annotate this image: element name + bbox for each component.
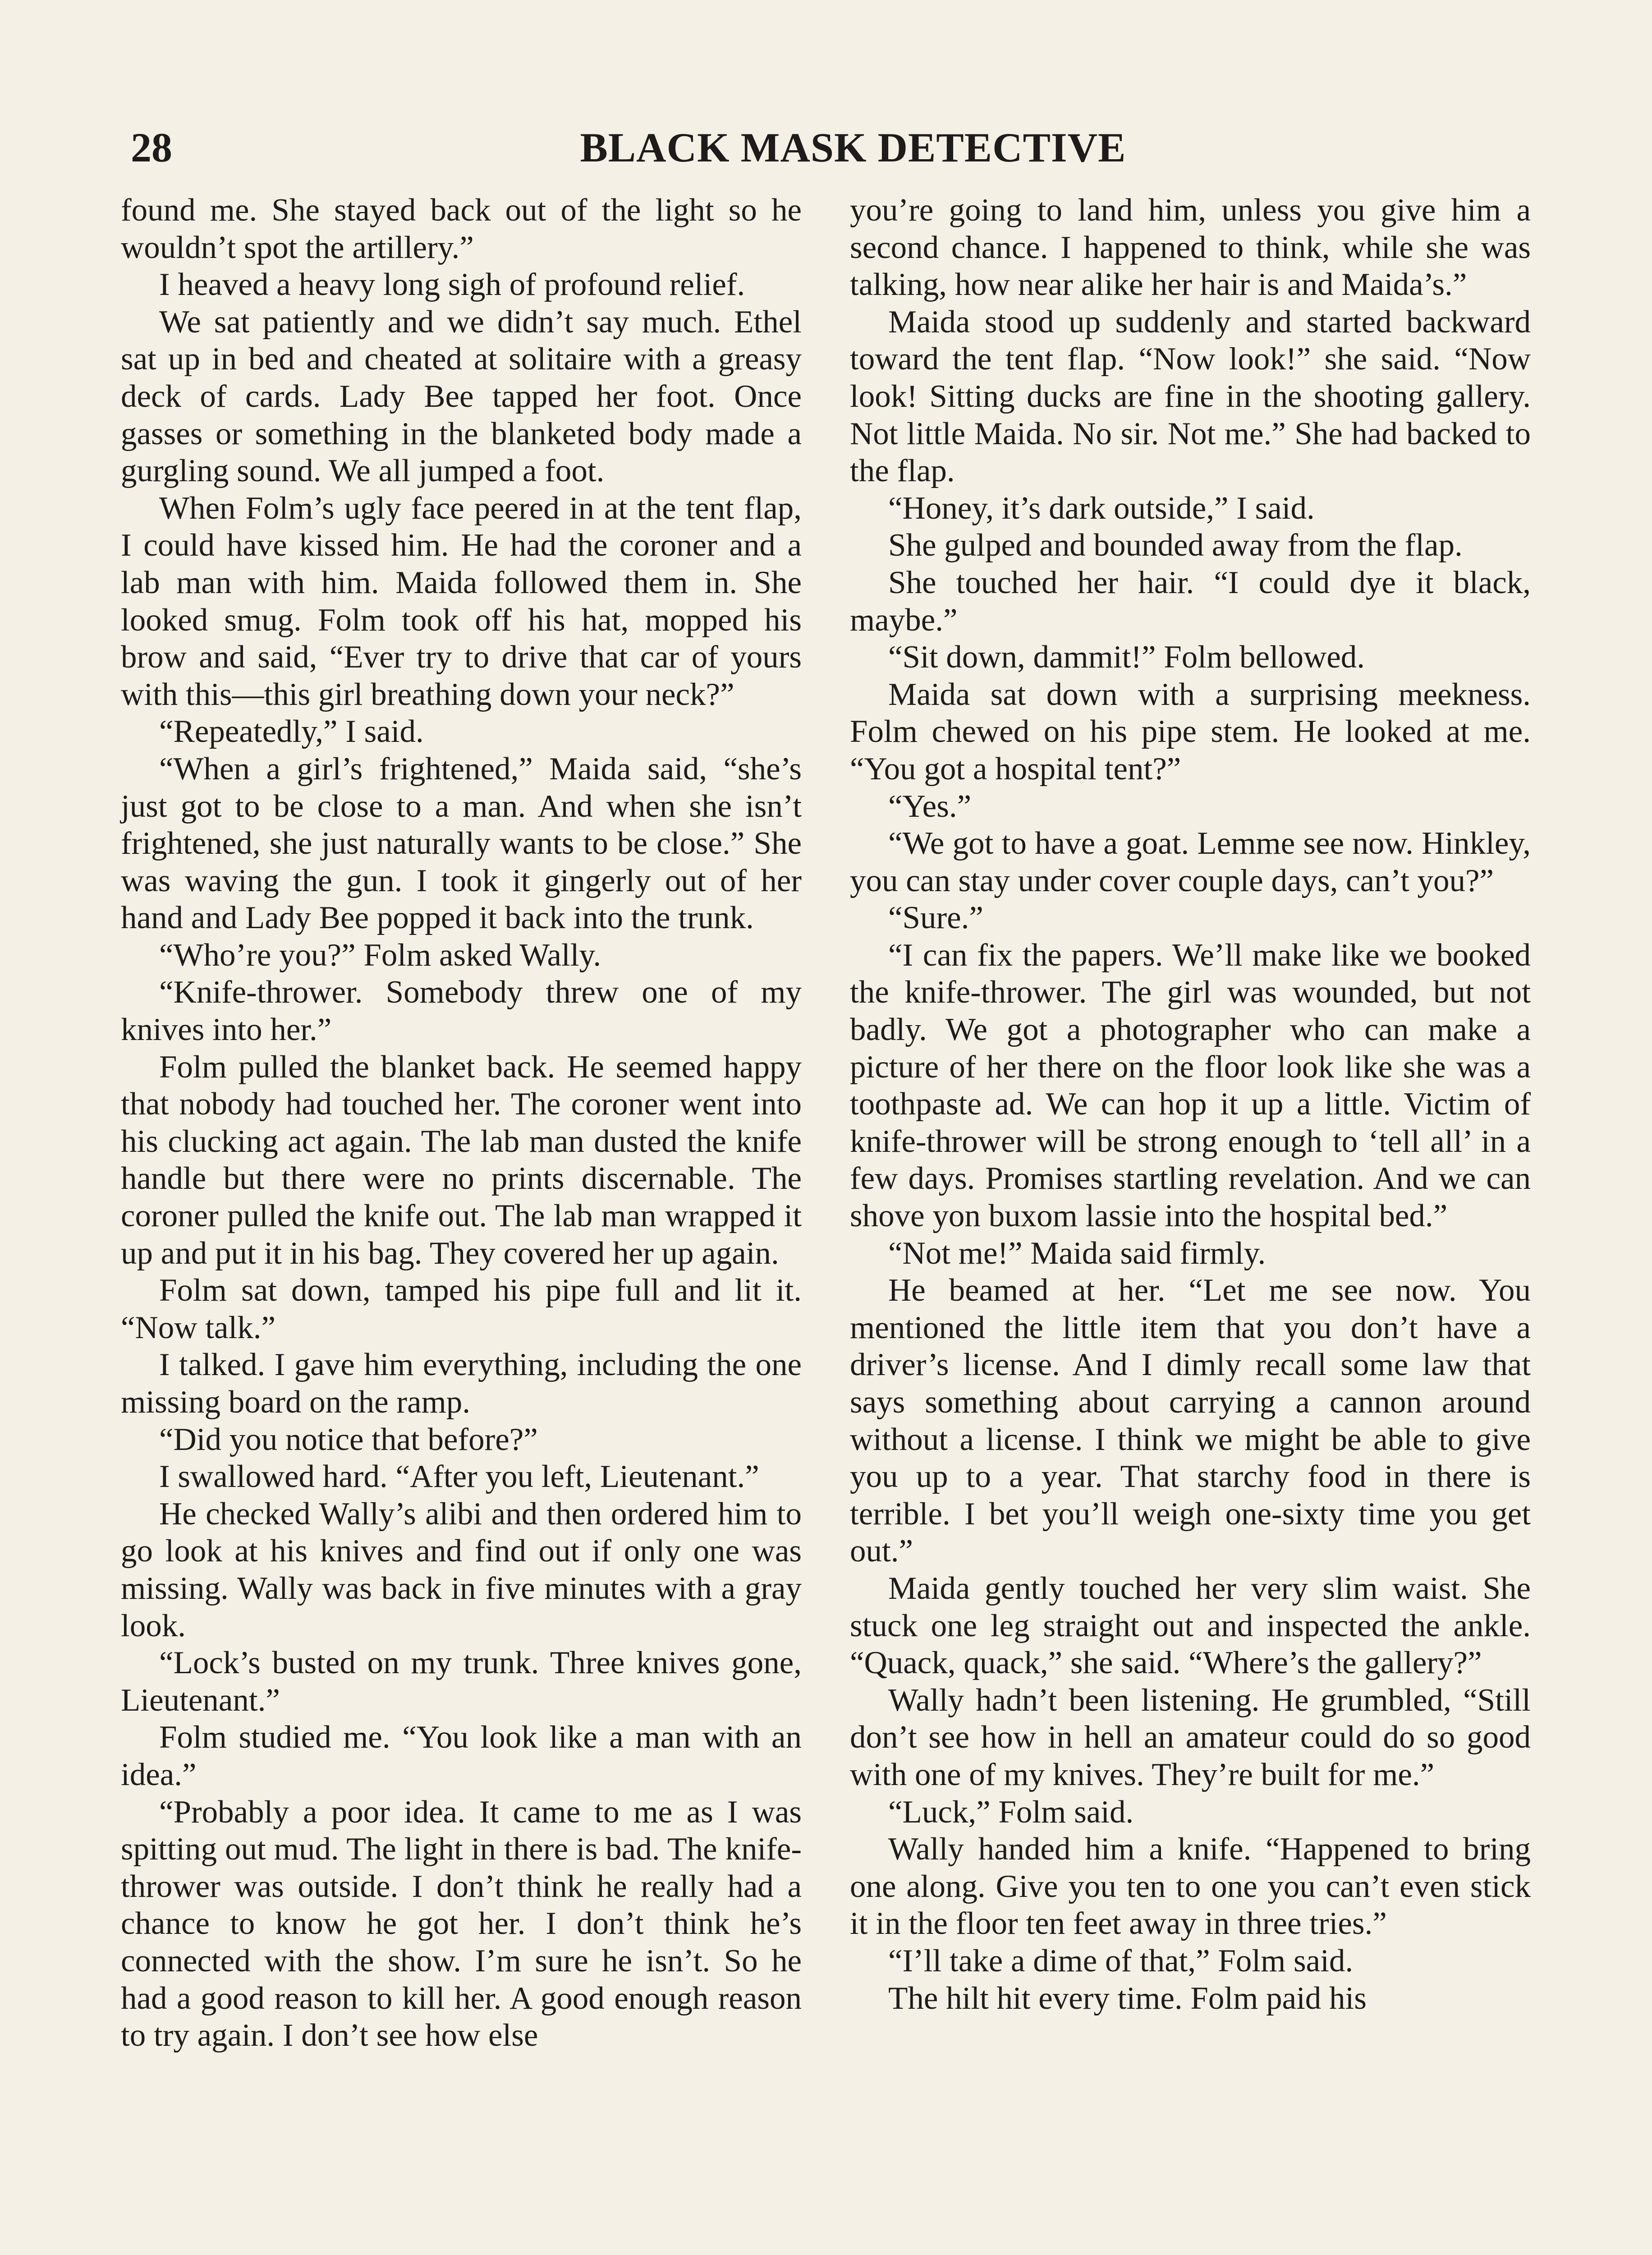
paragraph: “Did you notice that before?” [159, 1422, 538, 1457]
paragraph: Maida sat down with a surprising meekness. Folm chewed on his pipe stem. He looked at me. “You got a hospital tent?” [850, 676, 1531, 787]
paragraph: “Sit down, dammit!” Folm bellowed. [888, 640, 1365, 675]
paragraph: found me. She stayed back out of the light so he wouldn’t spot the artillery.” [121, 193, 802, 265]
paragraph: When Folm’s ugly face peered in at the tent flap, I could have kissed him. He had the coroner and a lab man with him. Maida followed them in. She looked smug. Folm took off his hat, mopped his brow and said, “Ever try to drive that car of yours with this—this girl breathing down your neck?” [121, 490, 802, 712]
paragraph: Wally handed him a knife. “Happened to bring one along. Give you ten to one you can’t even stick it in the floor ten feet away in three tries.” [850, 1832, 1531, 1942]
paragraph: “When a girl’s frightened,” Maida said, “she’s just got to be close to a man. And when she isn’t frightened, she just naturally wants to be close.” She was waving the gun. I took it gingerly out of her hand and Lady Bee popped it back into the trunk. [121, 751, 802, 936]
paragraph: Folm sat down, tamped his pipe full and lit it. “Now talk.” [121, 1273, 802, 1345]
paragraph: “Lock’s busted on my trunk. Three knives gone, Lieutenant.” [121, 1645, 802, 1718]
paragraph: Folm studied me. “You look like a man with an idea.” [121, 1720, 802, 1792]
page-header [0, 118, 1652, 177]
paragraph: Wally hadn’t been listening. He grumbled, “Still don’t see how in hell an amateur could do so good with one of my knives. They’re built for me.” [850, 1682, 1531, 1792]
paragraph: “Sure.” [888, 900, 983, 936]
paragraph: “Probably a poor idea. It came to me as I was spitting out mud. The light in there is bad. The knife-thrower was outside. I don’t think he really had a chance to know he got her. I don’t think he’s connected with the show. I’m sure he isn’t. So he had a good reason to kill her. A good enough reason to try again. I don’t see how else [121, 1794, 802, 2053]
paragraph: She gulped and bounded away from the flap. [888, 528, 1463, 563]
text-column-left [121, 192, 802, 2054]
paragraph: “Luck,” Folm said. [888, 1794, 1134, 1830]
paragraph: The hilt hit every time. Folm paid his [888, 1980, 1367, 2016]
paragraph: Maida gently touched her very slim waist. She stuck one leg straight out and inspected the ankle. “Quack, quack,” she said. “Where’s the gallery?” [850, 1570, 1531, 1681]
paragraph: She touched her hair. “I could dye it black, maybe.” [850, 565, 1531, 638]
paragraph: you’re going to land him, unless you give him a second chance. I happened to think, while she was talking, how near alike her hair is and Maida’s.” [850, 193, 1531, 303]
paragraph: “Yes.” [888, 788, 972, 824]
paragraph: He beamed at her. “Let me see now. You mentioned the little item that you don’t have a driver’s license. And I dimly recall some law that says something about carrying a cannon around without a license. I think we might be able to give you up to a year. That starchy food in there is terrible. I bet you’ll weigh one-sixty time you get out.” [850, 1273, 1531, 1569]
paragraph: “Knife-thrower. Somebody threw one of my knives into her.” [121, 975, 802, 1048]
page-number: 28 [131, 124, 172, 170]
paragraph: I heaved a heavy long sigh of profound relief. [159, 267, 745, 303]
paragraph: “I’ll take a dime of that,” Folm said. [888, 1943, 1354, 1979]
running-title: BLACK MASK DETECTIVE [580, 124, 1126, 170]
paragraph: He checked Wally’s alibi and then ordered him to go look at his knives and find out if only one was missing. Wally was back in five minutes with a gray look. [121, 1496, 802, 1643]
paragraph: “Honey, it’s dark outside,” I said. [888, 490, 1315, 526]
paragraph: “Repeatedly,” I said. [159, 714, 424, 750]
paragraph: We sat patiently and we didn’t say much. Ethel sat up in bed and cheated at solitaire with a greasy deck of cards. Lady Bee tapped her foot. Once gasses or something in the blanketed body made a gurgling sound. We all jumped a foot. [121, 304, 802, 489]
paragraph: “I can fix the papers. We’ll make like we booked the knife-thrower. The girl was wounded, but not badly. We got a photographer who can make a picture of her there on the floor look like she was a toothpaste ad. We can hop it up a little. Victim of knife-thrower will be strong enough to ‘tell all’ in a few days. Promises startling revelation. And we can shove yon buxom lassie into the hospital bed.” [850, 937, 1531, 1234]
paragraph: “Who’re you?” Folm asked Wally. [159, 937, 601, 973]
paragraph: “We got to have a goat. Lemme see now. Hinkley, you can stay under cover couple days, can’t you?” [850, 826, 1531, 898]
paragraph: Folm pulled the blanket back. He seemed happy that nobody had touched her. The coroner went into his clucking act again. The lab man dusted the knife handle but there were no prints discernable. The coroner pulled the knife out. The lab man wrapped it up and put it in his bag. They covered her up again. [121, 1049, 802, 1271]
paragraph: I talked. I gave him everything, including the one missing board on the ramp. [121, 1347, 802, 1420]
paragraph: “Not me!” Maida said firmly. [888, 1235, 1266, 1271]
paragraph: I swallowed hard. “After you left, Lieutenant.” [159, 1459, 759, 1495]
text-column-right [850, 192, 1531, 2017]
paragraph: Maida stood up suddenly and started backward toward the tent flap. “Now look!” she said. “Now look! Sitting ducks are fine in the shooting gallery. Not little Maida. No sir. Not me.” She had backed to the flap. [850, 304, 1531, 489]
